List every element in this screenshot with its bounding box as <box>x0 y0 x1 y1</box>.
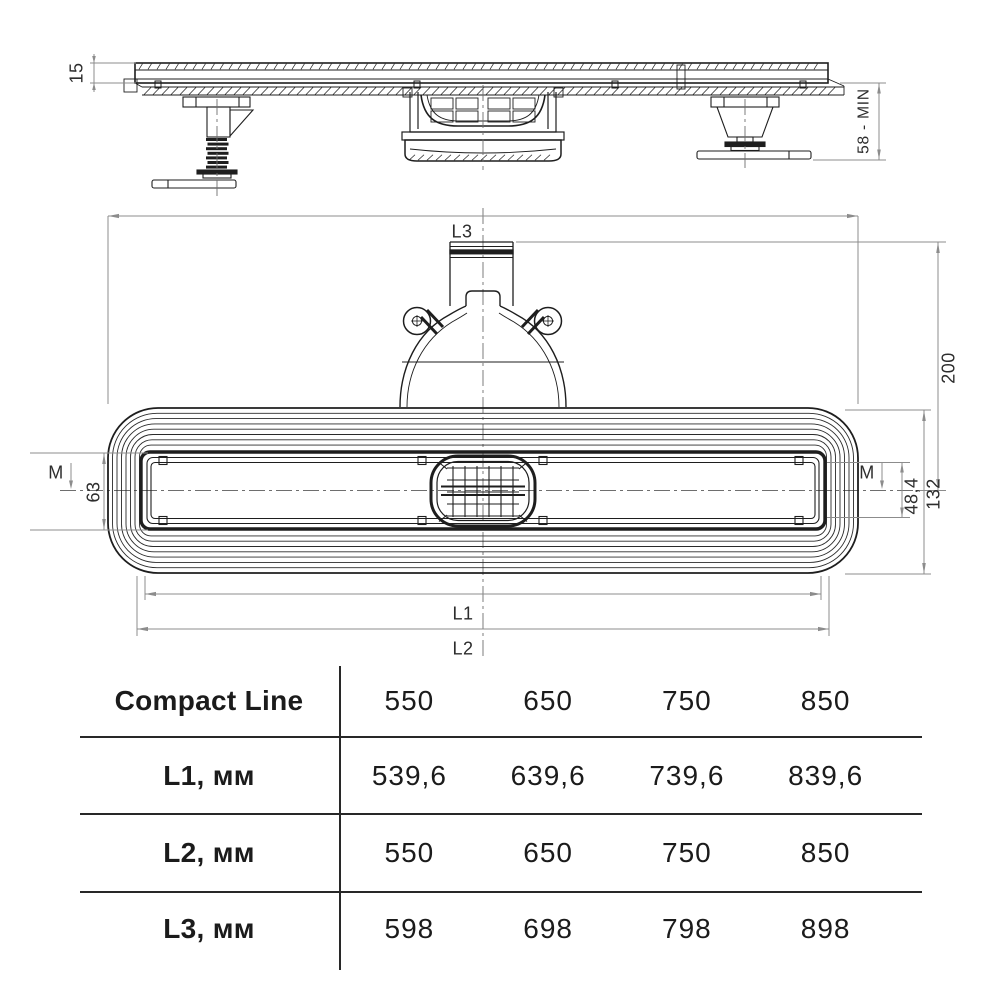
dim-l1-label: L1 <box>452 603 474 624</box>
table-cell: 739,6 <box>649 759 725 791</box>
dim-m-left-label: M <box>48 462 64 483</box>
table-row-label: L1, мм <box>163 759 255 791</box>
table-header-row <box>78 666 924 736</box>
table-cell: 550 <box>384 685 435 716</box>
table-row-l2 <box>78 815 924 891</box>
dim-200-label: 200 <box>938 352 959 384</box>
plan-view <box>30 208 958 658</box>
table-cell: 639,6 <box>510 759 586 791</box>
floor-hatching <box>144 87 835 94</box>
right-foot <box>697 97 811 159</box>
dim-63-label: 63 <box>83 481 104 503</box>
dim-15 <box>66 54 136 92</box>
side-view <box>66 54 886 196</box>
dim-l2-label: L2 <box>452 638 474 659</box>
table-row-label: L2, мм <box>163 837 255 868</box>
dim-l3-label: L3 <box>451 221 473 242</box>
left-foot <box>152 97 253 188</box>
dim-132-label: 132 <box>923 478 944 510</box>
dim-48-4-label: 48,4 <box>901 477 922 515</box>
mounting-ears <box>404 308 562 335</box>
table-cell: 550 <box>384 837 435 868</box>
dim-m-left <box>48 462 73 489</box>
dim-58-min-label: 58 - MIN <box>855 88 873 154</box>
table-cell: 850 <box>800 685 851 716</box>
spec-table <box>0 660 1000 1000</box>
table-cell: 650 <box>523 685 573 716</box>
grate-surface-ticks <box>139 64 818 70</box>
table-cell: 698 <box>523 913 573 944</box>
table-cell: 750 <box>662 837 712 868</box>
dim-m-right <box>859 462 884 489</box>
table-cell: 850 <box>800 837 851 868</box>
table-row-label: L3, мм <box>163 913 255 944</box>
table-row-l3 <box>78 893 924 965</box>
table-cell: 750 <box>662 685 712 716</box>
dim-m-right-label: M <box>859 462 875 483</box>
table-row-l1 <box>78 738 924 813</box>
table-cell: 598 <box>384 913 435 944</box>
trap-hatching <box>409 155 550 161</box>
table-cell: 650 <box>523 837 573 868</box>
top-plate <box>124 63 844 95</box>
dim-15-label: 15 <box>66 62 87 84</box>
table-cell: 798 <box>662 913 712 944</box>
table-cell: 898 <box>800 913 851 944</box>
table-header-label: Compact Line <box>114 685 304 716</box>
table-cell: 539,6 <box>371 759 447 791</box>
outlet-pipe <box>450 242 513 306</box>
dim-132 <box>845 410 943 574</box>
table-cell: 839,6 <box>788 759 864 791</box>
